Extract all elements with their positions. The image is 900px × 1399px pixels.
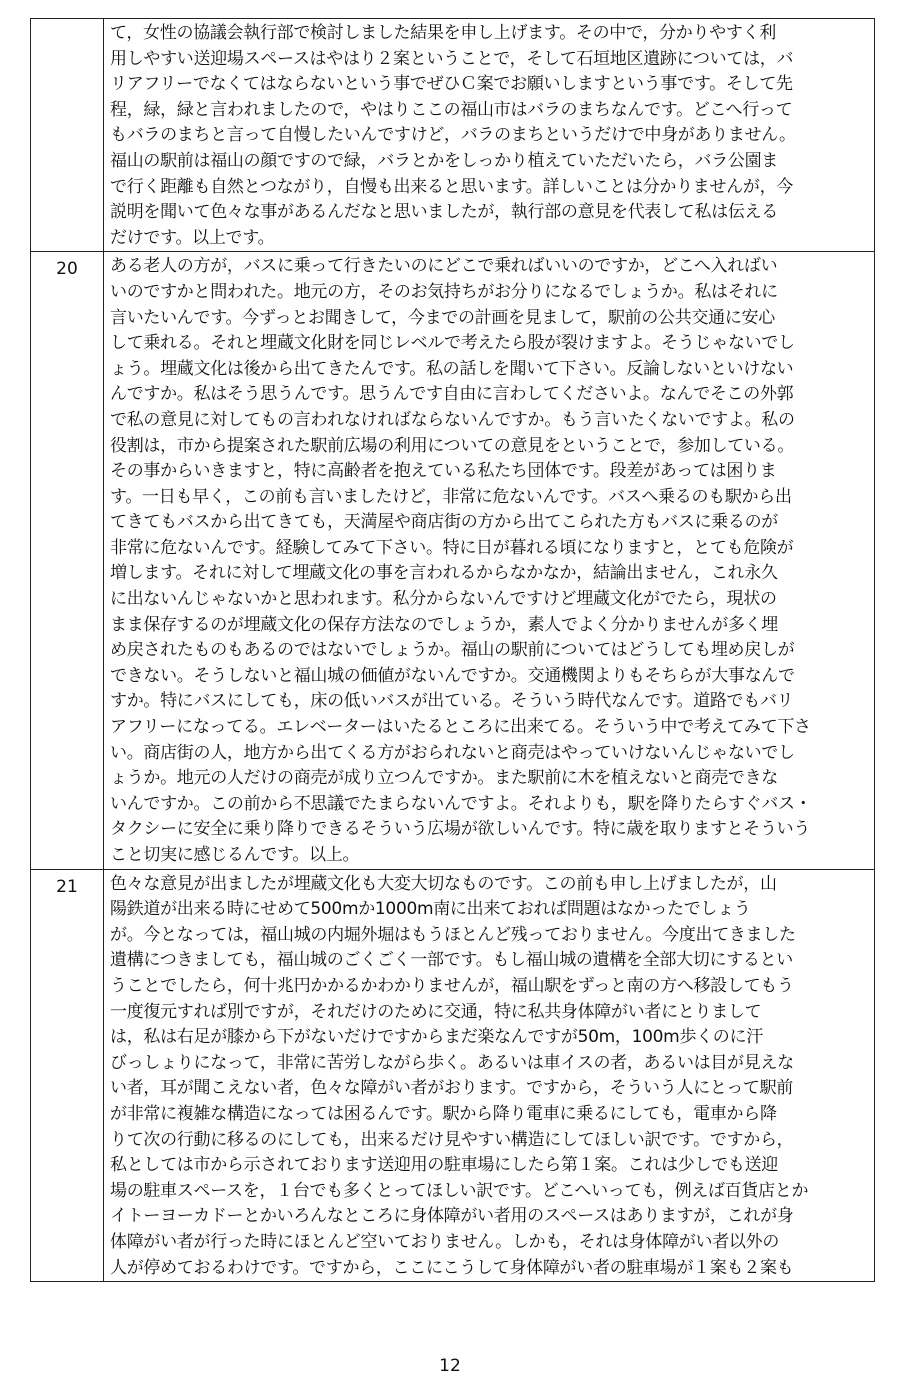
statement-line: 言いたいんです。今ずっとお聞きして，今までの計画を見まして，駅前の公共交通に安心 [110,307,775,328]
statement-text [104,252,874,868]
statement-line: できない。そうしないと福山城の価値がないんですか。交通機関よりもそちらが大事なんで [110,665,795,686]
speaker-number [31,23,103,26]
statement-line: め戻されたものもあるのではないでしょうか。福山の駅前についてはどうしても埋め戻しが [110,640,795,661]
speaker-number-cell [31,252,104,869]
statement-line: アフリーになってる。エレベーターはいたるところに出来てる。そういう中で考えてみて下さ [110,717,811,738]
statement-line: びっしょりになって，非常に苦労しながら歩く。あるいは車イスの者，あるいは目が見えな [110,1052,794,1073]
statement-line: 増します。それに対して埋蔵文化の事を言われるからなかなか，結論出ません，これ永久 [110,563,778,584]
statement-line: 用しやすい送迎場スペースはやはり２案ということで，そして石垣地区遺跡については，バ [110,48,794,69]
statement-cell [104,19,875,252]
statement-line: 一度復元すれば別ですが，それだけのために交通，特に私共身体障がい者にとりまして [110,1001,762,1022]
statement-line: に出ないんじゃないかと思われます。私分からないんですけど埋蔵文化がでたら，現状の [110,589,777,610]
statement-text [104,870,874,1282]
statement-cell [104,869,875,1282]
statement-line: リアフリーでなくてはならないという事でぜひＣ案でお願いしますという事です。そして先 [110,74,793,95]
statement-line: ある老人の方が，バスに乗って行きたいのにどこで乗ればいいのですか，どこへ入ればい [110,256,778,277]
statement-line: こと切実に感じるんです。以上。 [110,845,360,865]
statement-line: 程，緑，緑と言われましたので，やはりここの福山市はバラのまちなんです。どこへ行って [110,99,793,120]
statement-line: い者，耳が聞こえない者，色々な障がい者がおります。ですから，そういう人にとって駅前 [110,1078,793,1099]
statement-line: が非常に複雑な構造になっては困るんです。駅から降り電車に乗るにしても，電車から降 [110,1103,777,1124]
statement-line: 役割は，市から提案された駅前広場の利用についての意見をということで，参加している。 [110,435,795,456]
statement-line: その事からいきますと，特に高齢者を抱えている私たち団体です。段差があっては困りま [110,461,777,482]
statement-line: 福山の駅前は福山の顔ですので緑，バラとかをしっかり植えていただいたら，バラ公園ま [110,150,778,171]
speaker-number-cell [31,869,104,1282]
statement-text [104,19,874,251]
statement-line: まま保存するのが埋蔵文化の保存方法なのでしょうか，素人でよく分かりませんが多く埋 [110,614,778,635]
speaker-number: 21 [56,876,78,897]
speaker-number-cell [31,19,104,252]
statement-line: タクシーに安全に乗り降りできるそういう広場が欲しいんです。特に歳を取りますとそういう [110,819,811,840]
statement-line: 私としては市から示されております送迎用の駐車場にしたら第１案。これは少しでも送迎 [110,1155,778,1176]
statement-line: は，私は右足が膝から下がないだけですからまだ楽なんですが50m，100m歩くのに汗 [110,1027,763,1048]
statement-line: す。一日も早く，この前も言いましたけど，非常に危ないんです。バスへ乗るのも駅から出 [110,486,792,507]
statement-line: いのですかと問われた。地元の方，そのお気持ちがお分りになるでしょうか。私はそれに [110,281,778,302]
statement-line: ょう。埋蔵文化は後から出てきたんです。私の話しを聞いて下さい。反論しないといけない [110,358,794,379]
statement-line: 非常に危ないんです。経験してみて下さい。特に日が暮れる頃になりますと，とても危険が [110,537,794,558]
table-row [31,19,875,252]
statement-line: 陽鉄道が出来る時にせめて500mか1000m南に出来ておれば問題はなかったでしょう [110,899,751,920]
speaker-number: 20 [56,259,78,280]
statement-line: りて次の行動に移るのにしても，出来るだけ見やすい構造にしてほしい訳です。ですから， [110,1129,794,1150]
table-row [31,252,875,869]
statement-line: うことでしたら，何十兆円かかるかわかりませんが，福山駅をずっと南の方へ移設してもう [110,975,794,996]
statement-line: 人が停めておるわけです。ですから，ここにこうして身体障がい者の駐車場が１案も２案も [110,1257,794,1278]
statement-line: 体障がい者が行った時にほとんど空いておりません。しかも，それは身体障がい者以外の [110,1231,780,1252]
statement-line: んですか。私はそう思うんです。思うんです自由に言わしてくださいよ。なんでそこの外郭 [110,384,794,405]
statement-line: て，女性の協議会執行部で検討しました結果を申し上げます。その中で，分かりやすく利 [110,23,776,43]
table-row [31,869,875,1282]
statement-line: して乗れる。それと埋蔵文化財を同じレベルで考えたら股が裂けますよ。そうじゃないでし [110,333,795,354]
statement-line: い。商店街の人，地方から出てくる方がおられないと商売はやっていけないんじゃないでし [110,742,795,763]
statement-line: てきてもバスから出てきても，天満屋や商店街の方から出てこられた方もバスに乗るのが [110,512,778,533]
page-number: 12 [439,1356,461,1376]
statement-cell [104,252,875,869]
statement-line: もバラのまちと言って自慢したいんですけど，バラのまちというだけで中身がありません。 [110,125,796,146]
statement-line: ょうか。地元の人だけの商売が成り立つんですか。また駅前に木を植えないと商売できな [110,768,778,789]
table-body [31,19,875,1282]
statement-line: だけです。以上です。 [110,227,275,248]
statement-line: 場の駐車スペースを，１台でも多くとってほしい訳です。どこへいっても，例えば百貨店とか [110,1180,809,1201]
statement-line: で私の意見に対してもの言われなければならないんですか。もう言いたくないですよ。私の [110,409,795,430]
minutes-table [30,18,875,1282]
statement-line: 遺構につきましても，福山城のごくごく一部です。もし福山城の遺構を全部大切にするとい [110,950,793,971]
statement-line: イトーヨーカドーとかいろんなところに身体障がい者用のスペースはありますが，これが身 [110,1206,794,1227]
statement-line: 色々な意見が出ましたが埋蔵文化も大変大切なものです。この前も申し上げましたが，山 [110,873,777,894]
statement-line: すか。特にバスにしても，床の低いバスが出ている。そういう時代なんです。道路でもバリ [110,691,794,712]
statement-line: いんですか。この前から不思議でたまらないんですよ。それよりも，駅を降りたらすぐバス・ [110,793,812,814]
statement-line: で行く距離も自然とつながり，自慢も出来ると思います。詳しいことは分かりませんが，今 [110,176,793,197]
statement-line: 説明を聞いて色々な事があるんだなと思いましたが，執行部の意見を代表して私は伝える [110,202,778,223]
statement-line: が。今となっては，福山城の内堀外堀はもうほとんど残っておりません。今度出てきました [110,924,796,945]
